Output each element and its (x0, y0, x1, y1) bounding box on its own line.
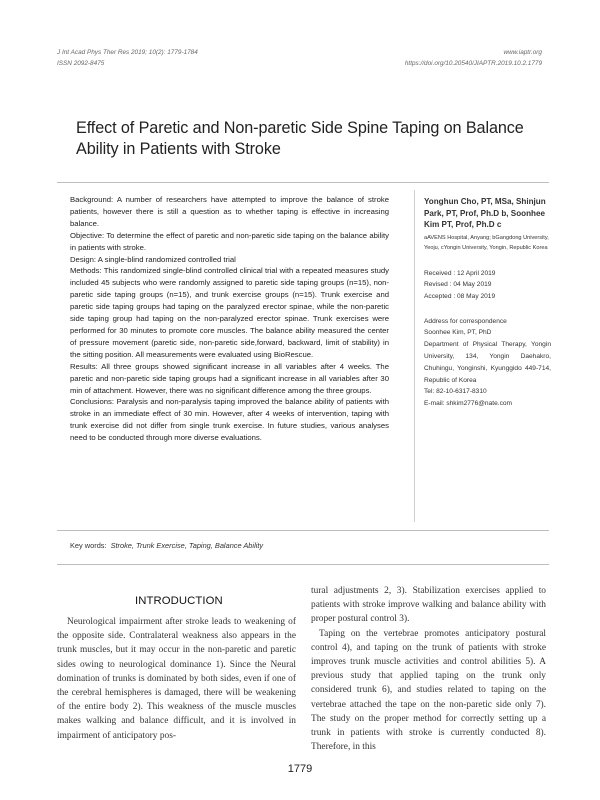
accepted-date: Accepted : 08 May 2019 (424, 292, 496, 300)
page-number: 1779 (287, 763, 313, 775)
abstract-objective (70, 230, 389, 254)
abstract-background (70, 194, 389, 230)
abstract-methods (70, 265, 389, 360)
author-affiliations: aAVENS Hospital, Anyang; bGangdong University, Yeoju, cYongin University, Yongin, Republic Korea (424, 234, 549, 252)
abstract-design (70, 254, 389, 266)
correspondence-block (424, 316, 551, 410)
journal-issn: ISSN 2092-8475 (57, 60, 105, 67)
keywords-value: Stroke, Trunk Exercise, Taping, Balance Ability (110, 541, 264, 550)
article-dates (424, 268, 551, 303)
journal-header-left (57, 47, 198, 69)
correspondence-email[interactable]: E-mail: shkim2776@nate.com (424, 400, 513, 408)
objective-text: To determine the effect of paretic and non-paretic side taping on the balance ability in patients with stroke. (70, 230, 389, 252)
intro-left-column: Neurological impairment after stroke leads to weakening of the opposite side. Contralateral weakness also appears in the trunk muscles, but it may occur in the non-paretic and paretic sides owing to neurological dominance 1). Since the Neural domination of trunks is dominated by both sides, even if one of the cerebral hemispheres is damaged, there will be weakening of the entire body 2). This weakness of the muscle muscles makes walking and balance difficult, and it is involved in impairment of anticipatory pos- (57, 617, 296, 741)
abstract (70, 194, 389, 444)
objective-label: Objective: (70, 230, 105, 240)
received-date: Received : 12 April 2019 (424, 269, 496, 277)
keywords-label: Key words: (70, 541, 107, 550)
keywords-line (70, 540, 263, 551)
background-label: Background: (70, 195, 114, 204)
intro-paragraph-taping: Taping on the vertebrae promotes anticipatory postural control 4), and taping on the trunk of patients with stroke improves trunk muscle activities and control abilities 5). A previous study that applied taping on the trunk only considered trunk 6), and studies related to taping on the vertebrae attached the tape on the non-paretic side only 7). The study on the proper method for correctly setting up a trunk in patients with stroke is currently conducted 8). Therefore, in this (311, 628, 546, 753)
design-label: Design: (70, 254, 97, 264)
paper-title: Effect of Paretic and Non-paretic Side Spine Taping on Balance Ability in Patients with Stroke (76, 119, 524, 158)
intro-paragraph-continued: tural adjustments 2, 3). Stabilization exercises applied to patients with stroke improve walking and balance ability with proper postural control 3). (311, 586, 546, 625)
article-info-sidebar (424, 196, 551, 410)
conclusions-label: Conclusions: (70, 397, 115, 407)
intro-right-column (311, 584, 546, 754)
abstract-conclusions (70, 396, 389, 444)
journal-website-link[interactable]: www.iaptr.org (503, 49, 542, 56)
methods-text: This randomized single-blind controlled clinical trial with a repeated measures study included 45 subjects who were randomly assigned to paretic side taping groups (n=15), non-paretic side taping groups (n=15), and trunk exercise groups (n=15). Trunk exercise and paretic side taping groups had taping on the paralyzed erector spinae, while the non-paretic side taping group had taping on the non-paralyzed erector spinae. Trunk exercises were performed for 30 minutes to promote core muscles. The balance ability measured the center of pressure movement (paretic side, non-paretic side,forward, backward, limit of stability) in the sitting position. All measurements were evaluated using BioRescue. (70, 266, 389, 359)
abstract-column-divider (414, 190, 415, 522)
section-heading-introduction: INTRODUCTION (135, 595, 223, 607)
correspondence-name: Soonhee Kim, PT, PhD (424, 329, 492, 337)
keywords-bottom-divider (57, 564, 549, 565)
correspondence-phone: Tel: 82-10-6317-8310 (424, 388, 487, 396)
revised-date: Revised : 04 May 2019 (424, 281, 492, 289)
correspondence-heading: Address for correspondence (424, 317, 507, 325)
abstract-top-divider (57, 182, 549, 183)
conclusions-text: Paralysis and non-paralysis taping improved the balance ability of patients with stroke in an immediate effect of 30 min. However, after 4 weeks of intervention, taping with trunk exercise did not differ from single trunk exercise. In future studies, various analyses need to be conducted through more diverse evaluations. (70, 397, 389, 443)
design-text: A single-blind randomized controlled trial (97, 254, 236, 264)
journal-citation: J Int Acad Phys Ther Res 2019; 10(2): 1779-1784 (57, 49, 198, 56)
keywords-top-divider (57, 530, 549, 531)
correspondence-address: Department of Physical Therapy, Yongin University, 134, Yongin Daehakro, Chuhingu, Yonginshi, Kyunggido 449-714, Republic of Korea (424, 341, 551, 384)
author-list: Yonghun Cho, PT, MSa, Shinjun Park, PT, Prof, Ph.D b, Soonhee Kim PT, Prof, Ph.D c (424, 197, 546, 230)
abstract-results (70, 361, 389, 397)
methods-label: Methods: (70, 266, 102, 276)
journal-header-right (405, 47, 542, 69)
results-label: Results: (70, 361, 98, 371)
background-text: A number of researchers have attempted to improve the balance of stroke patients, however there is still a question as to whether taping is effective in increasing balance. (70, 195, 389, 228)
doi-link[interactable]: https://doi.org/10.20540/JIAPTR.2019.10.2.1779 (404, 60, 542, 67)
results-text: All three groups showed significant increase in all variables after 4 weeks. The paretic and non-paretic side taping groups had a significant increase in all variables after 30 min of attachment. However, there was no significant difference among the three groups. (70, 361, 389, 395)
